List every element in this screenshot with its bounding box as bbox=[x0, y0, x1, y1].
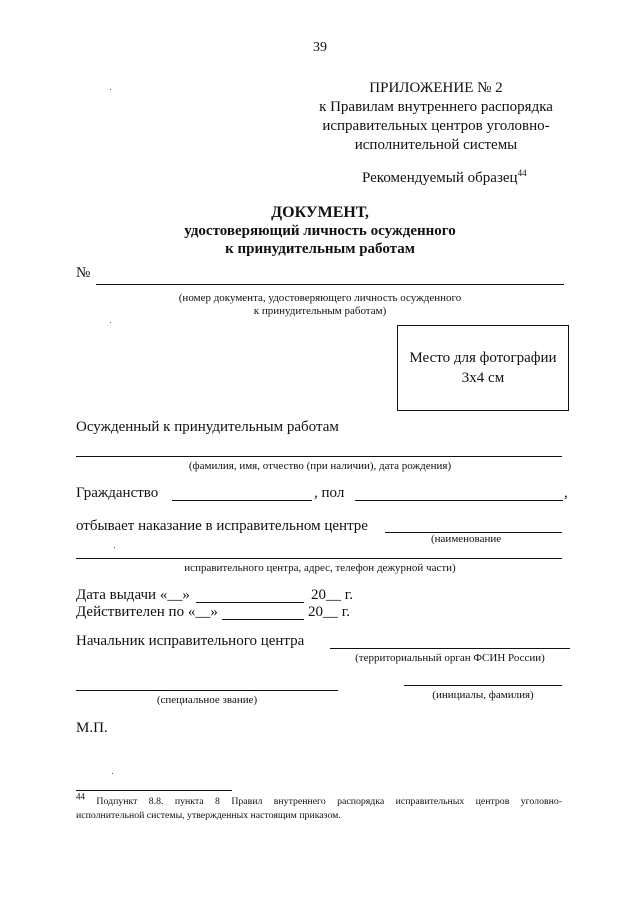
appendix-line-2: исправительных центров уголовно- bbox=[322, 118, 550, 134]
serving-label: отбывает наказание в исправительном центре bbox=[76, 518, 368, 534]
sex-label: , пол bbox=[314, 485, 345, 501]
territorial-hint: (территориальный орган ФСИН России) bbox=[355, 652, 545, 664]
convict-hint: (фамилия, имя, отчество (при наличии), дата рождения) bbox=[188, 460, 452, 472]
serving-hint-1: (наименование bbox=[431, 533, 502, 545]
sex-field-line bbox=[355, 500, 563, 501]
serving-hint-2: исправительного центра, адрес, телефон дежурной части) bbox=[184, 562, 456, 574]
appendix-line-1: к Правилам внутреннего распорядка bbox=[319, 99, 553, 115]
convict-field-line bbox=[76, 456, 562, 457]
citizenship-field-line bbox=[172, 500, 312, 501]
scan-speck bbox=[114, 547, 115, 548]
valid-until-month-line bbox=[222, 619, 304, 620]
issue-date-month-line bbox=[196, 602, 304, 603]
scan-speck bbox=[110, 322, 111, 323]
rank-hint: (специальное звание) bbox=[156, 694, 258, 706]
footnote-line-2: исполнительной системы, утвержденных настоящим приказом. bbox=[76, 810, 341, 821]
chief-label: Начальник исправительного центра bbox=[76, 633, 305, 649]
number-label: № bbox=[76, 265, 91, 281]
chief-territorial-line bbox=[330, 648, 570, 649]
doc-title-line-1: ДОКУМЕНТ, bbox=[271, 204, 369, 221]
recommended-sample bbox=[362, 170, 527, 187]
scan-speck bbox=[110, 89, 111, 90]
doc-title-line-3: к принудительным работам bbox=[225, 241, 415, 257]
footnote-ref-44: 44 bbox=[517, 168, 527, 178]
number-hint-line-1: (номер документа, удостоверяющего личность осужденного bbox=[178, 292, 462, 304]
rank-field-line bbox=[76, 690, 338, 691]
footnote-line-1 bbox=[76, 791, 562, 807]
appendix-line-3: исполнительной системы bbox=[354, 137, 518, 153]
serving-field-line-2 bbox=[76, 558, 562, 559]
citizenship-label: Гражданство bbox=[76, 485, 159, 501]
valid-until-year: 20__ г. bbox=[308, 604, 350, 620]
name-field-line bbox=[404, 685, 562, 686]
photo-placeholder bbox=[397, 325, 569, 411]
number-hint-line-2: к принудительным работам) bbox=[253, 305, 387, 317]
photo-label-line-2: 3х4 см bbox=[461, 370, 505, 386]
number-field-line bbox=[96, 284, 564, 285]
issue-date-label: Дата выдачи «__» bbox=[76, 587, 190, 603]
stamp-place: М.П. bbox=[76, 720, 108, 736]
appendix-title: ПРИЛОЖЕНИЕ № 2 bbox=[369, 80, 503, 96]
doc-title-line-2: удостоверяющий личность осужденного bbox=[184, 223, 456, 239]
footnote-text-1: Подпункт 8.8. пункта 8 Правил внутреннего распорядка исправительных центров уголовно- bbox=[96, 796, 562, 807]
photo-label-line-1: Место для фотографии bbox=[409, 350, 557, 366]
recommended-sample-text: Рекомендуемый образец bbox=[362, 170, 518, 186]
footnote-separator bbox=[76, 790, 232, 791]
valid-until-label: Действителен по «__» bbox=[76, 604, 218, 620]
issue-date-year: 20__ г. bbox=[311, 587, 353, 603]
footnote-number: 44 bbox=[76, 791, 85, 802]
sex-trailing-comma: , bbox=[564, 485, 568, 501]
name-hint: (инициалы, фамилия) bbox=[432, 689, 534, 701]
page-number: 39 bbox=[313, 40, 327, 55]
scan-speck bbox=[112, 773, 113, 774]
convict-label: Осужденный к принудительным работам bbox=[76, 419, 339, 435]
